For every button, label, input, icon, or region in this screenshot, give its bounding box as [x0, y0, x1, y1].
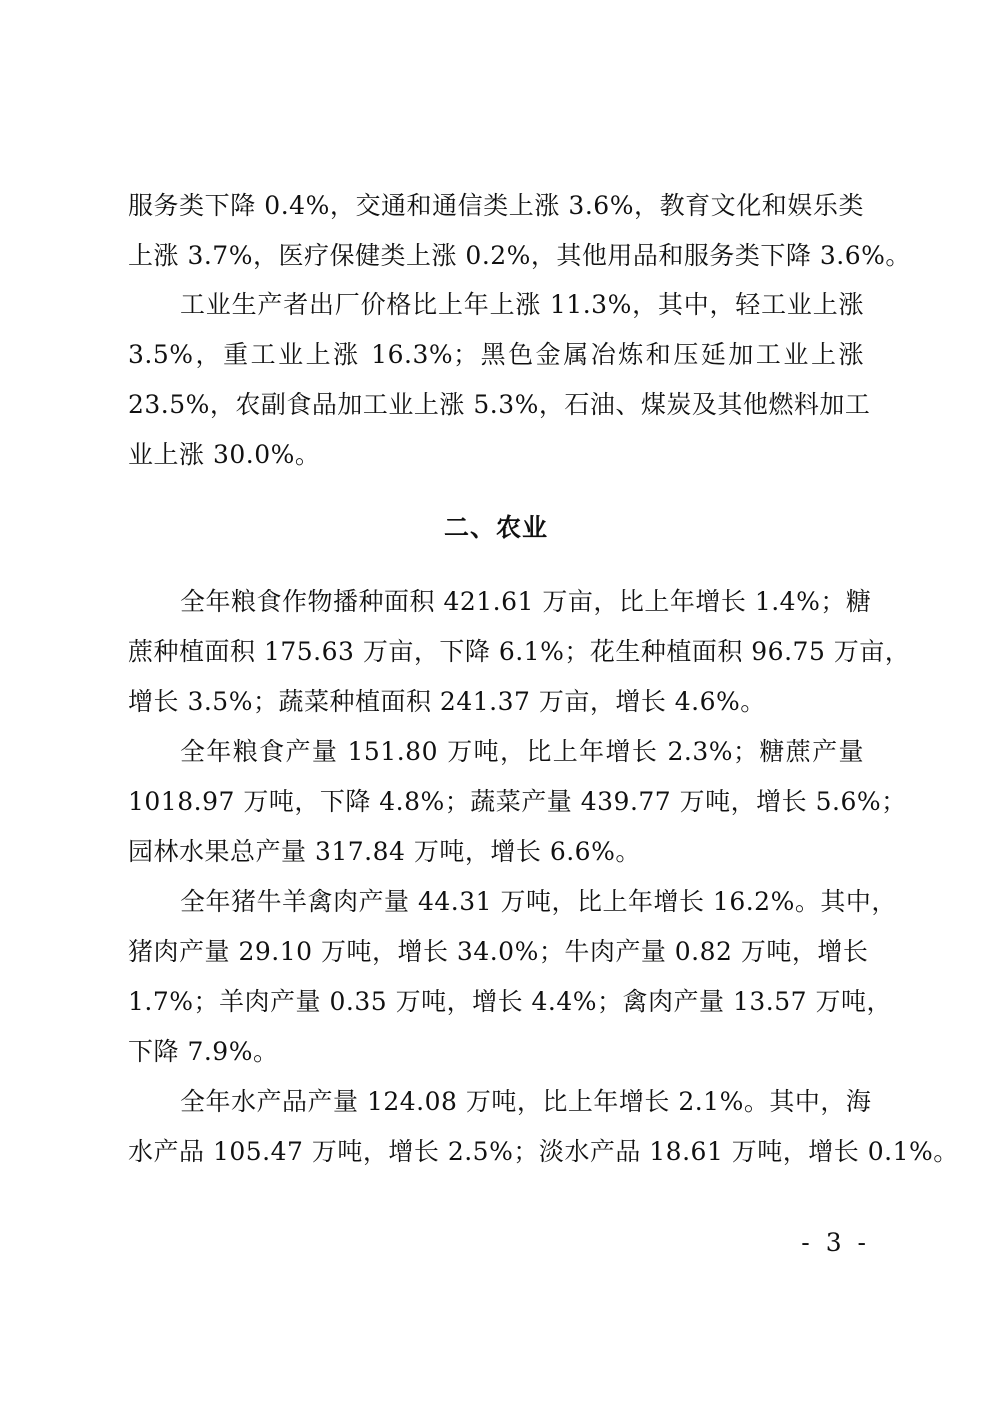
paragraph-line: 3.5%，重工业上涨 16.3%；黑色金属冶炼和压延加工业上涨	[128, 340, 864, 369]
paragraph-line: 1.7%；羊肉产量 0.35 万吨，增长 4.4%；禽肉产量 13.57 万吨，	[128, 987, 892, 1016]
paragraph-line: 全年粮食作物播种面积 421.61 万亩，比上年增长 1.4%；糖	[180, 587, 872, 616]
paragraph-line: 园林水果总产量 317.84 万吨，增长 6.6%。	[128, 837, 641, 866]
paragraph-line: 全年粮食产量 151.80 万吨，比上年增长 2.3%；糖蔗产量	[180, 737, 864, 766]
paragraph-line: 全年猪牛羊禽肉产量 44.31 万吨，比上年增长 16.2%。其中，	[180, 887, 897, 916]
paragraph-line: 23.5%，农副食品加工业上涨 5.3%，石油、煤炭及其他燃料加工	[128, 390, 871, 419]
paragraph-line: 1018.97 万吨，下降 4.8%；蔬菜产量 439.77 万吨，增长 5.6%；	[128, 787, 907, 816]
paragraph-line: 全年水产品产量 124.08 万吨，比上年增长 2.1%。其中，海	[180, 1087, 872, 1116]
paragraph-line: 工业生产者出厂价格比上年上涨 11.3%，其中，轻工业上涨	[180, 290, 864, 319]
paragraph-line: 上涨 3.7%，医疗保健类上涨 0.2%，其他用品和服务类下降 3.6%。	[128, 241, 911, 270]
paragraph-line: 水产品 105.47 万吨，增长 2.5%；淡水产品 18.61 万吨，增长 0.1%。	[128, 1137, 959, 1166]
paragraph-line: 下降 7.9%。	[128, 1037, 279, 1066]
paragraph-line: 蔗种植面积 175.63 万亩，下降 6.1%；花生种植面积 96.75 万亩，	[128, 637, 911, 666]
paragraph-line: 业上涨 30.0%。	[128, 440, 321, 469]
page-number: - 3 -	[801, 1228, 870, 1257]
section-heading: 二、农业	[443, 513, 548, 542]
paragraph-line: 服务类下降 0.4%，交通和通信类上涨 3.6%，教育文化和娱乐类	[128, 191, 864, 220]
paragraph-line: 猪肉产量 29.10 万吨，增长 34.0%；牛肉产量 0.82 万吨，增长	[128, 937, 869, 966]
paragraph-line: 增长 3.5%；蔬菜种植面积 241.37 万亩，增长 4.6%。	[128, 687, 766, 716]
